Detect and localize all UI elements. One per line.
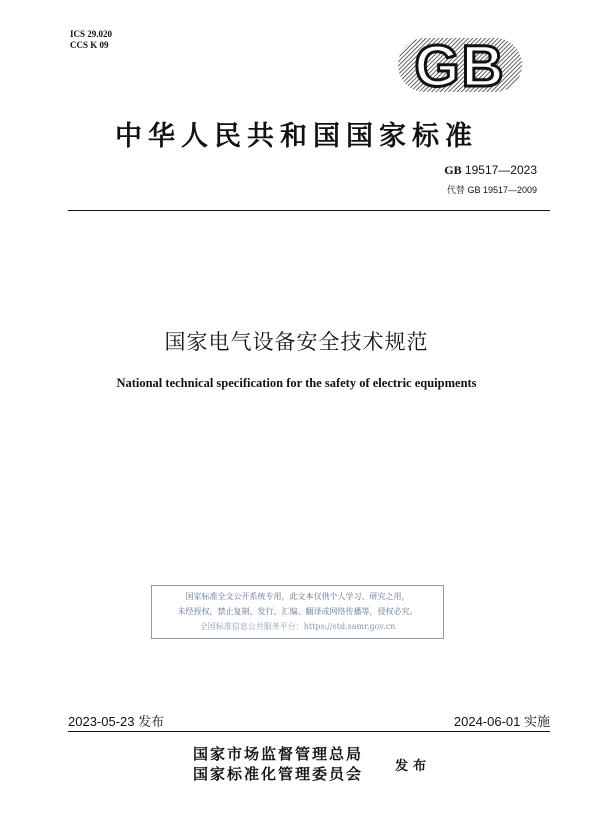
logo-text: GB <box>414 36 506 94</box>
standard-code: 19517—2023 <box>464 163 537 177</box>
chinese-title: 国家电气设备安全技术规范 <box>164 330 429 354</box>
issuing-authorities <box>193 744 363 784</box>
replaces-code: GB 19517—2009 <box>467 185 537 195</box>
usage-notice-box <box>151 585 444 639</box>
publish-date: 2023-05-23 发布 <box>68 714 165 729</box>
standard-prefix: GB <box>444 163 462 177</box>
issuer-line-2: 国家标准化管理委员会 <box>193 765 364 783</box>
notice-line-3: 全国标准信息公共服务平台：https://std.samr.gov.cn <box>199 622 396 631</box>
implementation-date: 2024-06-01 实施 <box>453 714 550 729</box>
standard-body-title: 中华人民共和国国家标准 <box>115 121 478 152</box>
ccs-code: CCS K 09 <box>70 40 109 50</box>
ics-code: ICS 29.020 <box>70 29 113 39</box>
standard-number <box>444 163 537 178</box>
replaces-note <box>447 183 537 196</box>
replaces-label: 代替 <box>446 185 465 195</box>
issuer-line-1: 国家市场监督管理总局 <box>193 745 364 763</box>
bottom-divider <box>68 731 550 732</box>
notice-line-1: 国家标准全文公开系统专用，此文本仅供个人学习、研究之用， <box>185 592 410 601</box>
gb-logo <box>398 36 522 94</box>
english-title: National technical specification for the safety of electric equipments <box>116 376 477 390</box>
notice-line-2: 未经授权，禁止复制、发行、汇编、翻译或网络传播等，侵权必究。 <box>177 607 418 616</box>
top-divider <box>68 210 550 211</box>
issue-action: 发布 <box>395 759 432 774</box>
classification-codes <box>70 29 112 51</box>
